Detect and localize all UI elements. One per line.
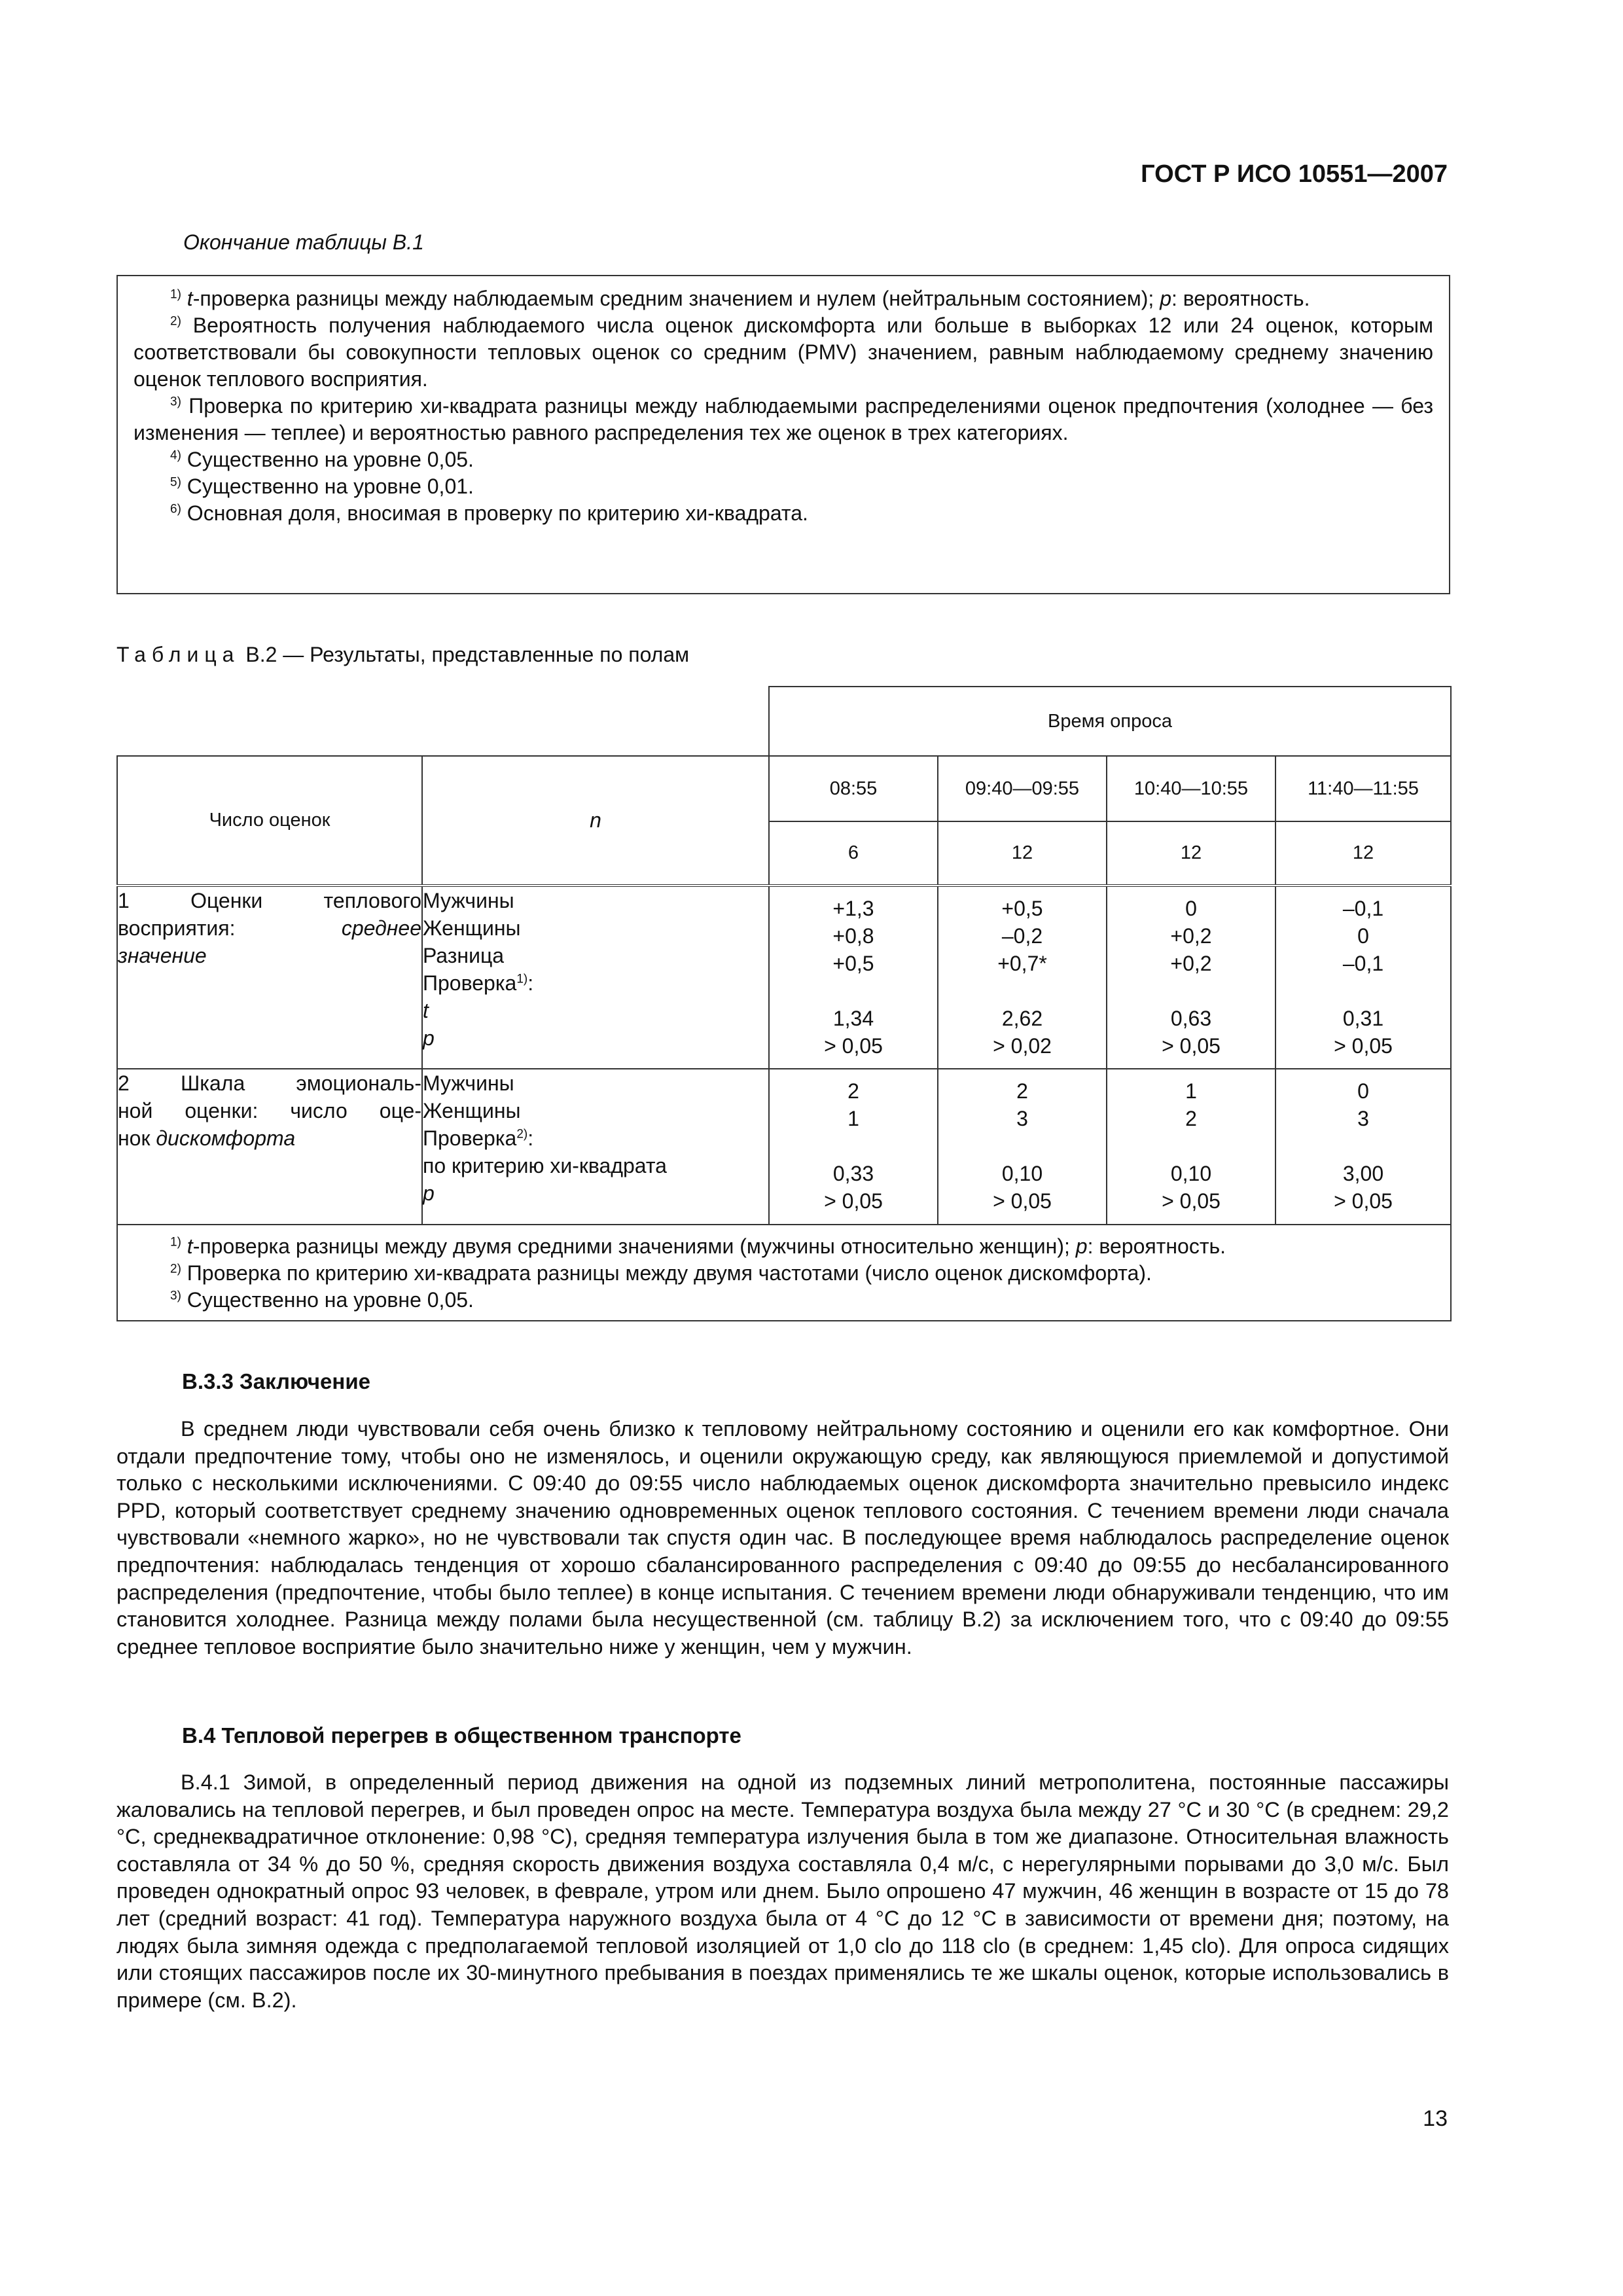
table-b2-notes-row (117, 1225, 1451, 1321)
row1-label: 1 Оценки теплового восприятия: среднее значение (117, 886, 422, 1069)
footnote-4: $^{4)}$ Существенно на уровне 0,05. (170, 448, 474, 471)
row2-values-0940: 2 3 0,10 > 0,05 (938, 1069, 1107, 1225)
header-count-cell: 12 (1107, 821, 1275, 886)
table-header-row-group (117, 687, 1451, 756)
section-b4-heading: В.4 Тепловой перегрев в общественном транспорте (182, 1723, 741, 1748)
page-number: 13 (1423, 2106, 1448, 2131)
footnote-3: $^{3)}$ Проверка по критерию хи-квадрата разницы между наблюдаемыми распределениями оценок предпочтения (холоднее — без изменения — теплее) и вероятностью равного распределения тех же оценок в трех категориях. (134, 394, 1434, 444)
table-header-row-times (117, 756, 1451, 821)
header-count-cell: 12 (938, 821, 1107, 886)
row2-values-1140: 0 3 3,00 > 0,05 (1275, 1069, 1451, 1225)
row2-label: 2 Шкала эмоциональ- ной оценки: число оце- нок дискомфорта (117, 1069, 422, 1225)
row1-values-1140: –0,1 0 –0,1 0,31 > 0,05 (1275, 886, 1451, 1069)
table-row-thermal-perception (117, 886, 1451, 1069)
section-b4-paragraph: В.4.1 Зимой, в определенный период движения на одной из подземных линий метрополитена, постоянные пассажиры жаловались на тепловой перегрев, и был проведен опрос на месте. Температура воздуха была между 27 °С и 30 °С (в среднем: 29,2 °С, среднеквадратичное отклонение: 0,98 °С), средняя температура излучения была в том же диапазоне. Относительная влажность составляла от 34 % до 50 %, средняя скорость движения воздуха составляла 0,4 м/с, с нерегулярными порывами до 3,0 м/с. Был проведен однократный опрос 93 человек, в феврале, утром или днем. Было опрошено 47 мужчин, 46 женщин в возрасте от 15 до 78 лет (средний возраст: 41 год). Температура наружного воздуха была от 4 °С до 12 °С в зависимости от времени дня; поэтому, на людях была зимняя одежда с предполагаемой тепловой изоляцией от 1,0 clo до 118 clo (в среднем: 1,45 clo). Для опроса сидящих или стоящих пассажиров после их 30-минутного пребывания в поездах применялись те же шкалы оценок, которые использовались в примере (см. В.2). (116, 1770, 1449, 2012)
table-continuation-label: Окончание таблицы В.1 (183, 230, 424, 254)
row2-values-0855: 2 1 0,33 > 0,05 (769, 1069, 938, 1225)
section-b33-paragraph: В среднем люди чувствовали себя очень близко к тепловому нейтральному состоянию и оценили его как комфортное. Они отдали предпочтение тому, чтобы оно не изменялось, и оценили окружающую среду, как являющуюся приемлемой и допустимой только с несколькими исключениями. С 09:40 до 09:55 число наблюдаемых оценок дискомфорта значительно превысило индекс PPD, который соответствует среднему значению одновременных оценок теплового состояния. С течением времени люди сначала чувствовали «немного жарко», но не чувствовали так спустя один час. В последующее время наблюдалось распределение оценок предпочтения: наблюдалась тенденция от хорошо сбалансированного распределения с 09:40 до 09:55 до несбалансированного распределения (предпочтение, чтобы было теплее) в конце испытания. С течением времени люди обнаруживали тенденцию, что им становится холоднее. Разница между полами была несущественной (см. таблицу В.2) за исключением того, что с 09:40 до 09:55 среднее тепловое восприятие было значительно ниже у женщин, чем у мужчин. (116, 1417, 1449, 1659)
table-b1-footnotes-box (116, 275, 1450, 594)
row1-values-0940: +0,5 –0,2 +0,7* 2,62 > 0,02 (938, 886, 1107, 1069)
section-b33-heading: В.3.3 Заключение (182, 1369, 370, 1393)
footnote-5: $^{5)}$ Существенно на уровне 0,01. (170, 475, 474, 498)
table-header-empty (117, 687, 769, 756)
row2-values-1040: 1 2 0,10 > 0,05 (1107, 1069, 1275, 1225)
page-header-standard-id: ГОСТ Р ИСО 10551—2007 (1141, 160, 1448, 188)
header-time-cell: 11:40—11:55 (1275, 756, 1451, 821)
footnote-2: $^{2)}$ Вероятность получения наблюдаемого числа оценок дискомфорта или больше в выборках 12 или 24 оценок, которым соответствовали бы совокупности тепловых оценок со средним (PMV) значением, равным наблюдаемому среднему значению оценок теплового восприятия. (134, 314, 1434, 391)
table-row-discomfort (117, 1069, 1451, 1225)
footnote-6: $^{6)}$ Основная доля, вносимая в проверку по критерию хи-квадрата. (170, 501, 808, 525)
header-n: n (422, 756, 769, 886)
footnote-1: $^{1)}$ t-проверка разницы между наблюдаемым средним значением и нулем (нейтральным состоянием); p: вероятность. (170, 287, 1310, 310)
table-b2-notes (117, 1225, 1451, 1321)
row1-values-0855: +1,3 +0,8 +0,5 1,34 > 0,05 (769, 886, 938, 1069)
header-ratings-count: Число оценок (117, 756, 422, 886)
header-time-cell: 08:55 (769, 756, 938, 821)
table-note-1: $^{1)}$ t-проверка разницы между двумя средними значениями (мужчины относительно женщин); p: вероятность. (170, 1234, 1226, 1258)
header-survey-time: Время опроса (769, 687, 1451, 756)
header-time-cell: 09:40—09:55 (938, 756, 1107, 821)
header-time-cell: 10:40—10:55 (1107, 756, 1275, 821)
row1-subrows: Мужчины Женщины Разница Проверка$^{1)}$: t p (422, 886, 769, 1069)
header-count-cell: 6 (769, 821, 938, 886)
table-note-3: $^{3)}$ Существенно на уровне 0,05. (170, 1288, 474, 1312)
row2-subrows: Мужчины Женщины Проверка$^{2)}$: по критерию хи-квадрата p (422, 1069, 769, 1225)
row1-values-1040: 0 +0,2 +0,2 0,63 > 0,05 (1107, 886, 1275, 1069)
table-b1-footnotes (134, 285, 1433, 527)
table-b2-caption: Таблица В.2 — Результаты, представленные по полам (116, 643, 690, 666)
header-count-cell: 12 (1275, 821, 1451, 886)
table-note-2: $^{2)}$ Проверка по критерию хи-квадрата разницы между двумя частотами (число оценок дискомфорта). (170, 1261, 1152, 1285)
table-b2 (116, 686, 1452, 1321)
